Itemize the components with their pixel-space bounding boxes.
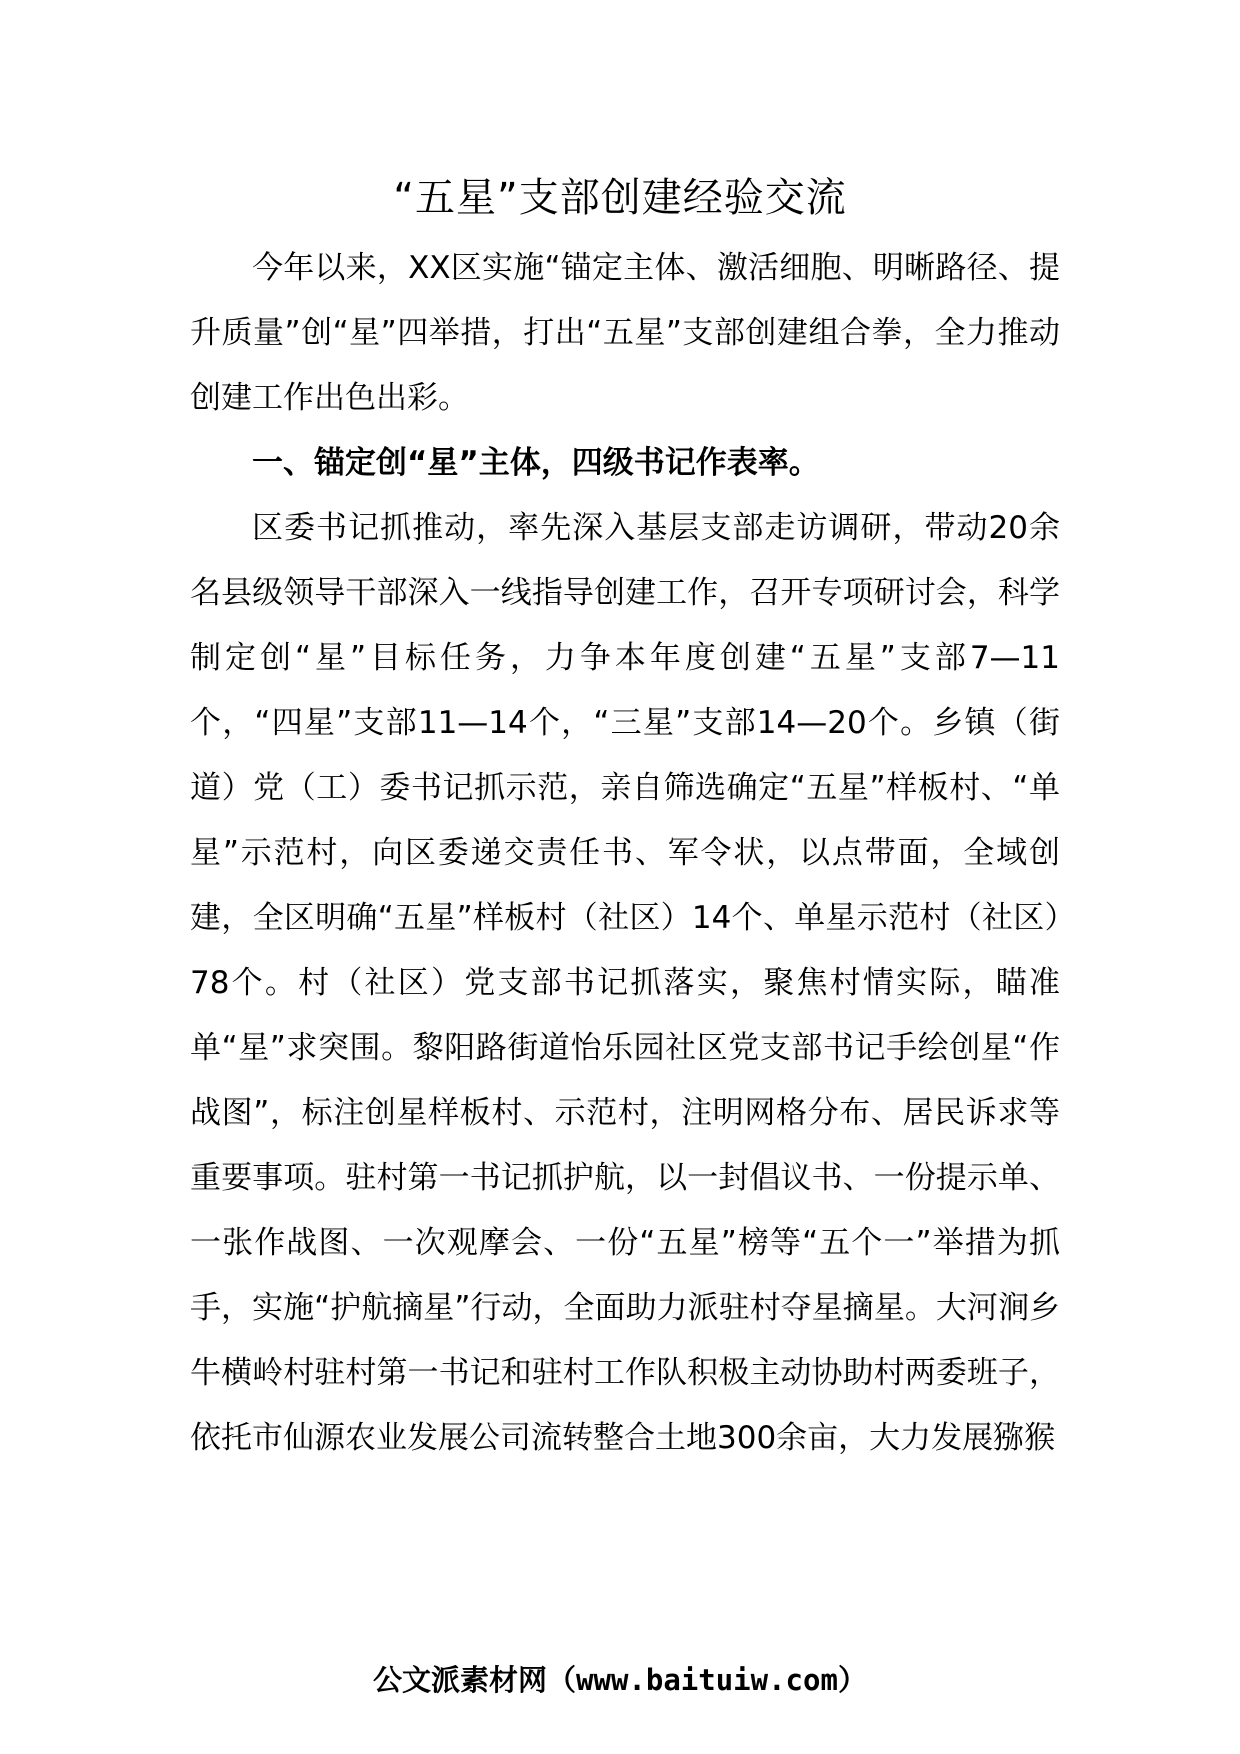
footer-site-name: 公文派素材网（ <box>373 1663 577 1697</box>
footer-url: www.baituiw.com <box>576 1663 838 1697</box>
document-title: “五星”支部创建经验交流 <box>393 175 847 221</box>
document-body <box>190 236 1060 1471</box>
section-heading: 一、锚定创“星”主体，四级书记作表率。 <box>252 445 820 481</box>
body-paragraph: 区委书记抓推动，率先深入基层支部走访调研，带动20余名县级领导干部深入一线指导创建工作，召开专项研讨会，科学制定创“星”目标任务，力争本年度创建“五星”支部7—11个，“四星”支部11—14个，“三星”支部14—20个。乡镇（街道）党（工）委书记抓示范，亲自筛选确定“五星”样板村、“单星”示范村，向区委递交责任书、军令状，以点带面，全域创建，全区明确“五星”样板村（社区）14个、单星示范村（社区）78个。村（社区）党支部书记抓落实，聚焦村情实际，瞄准单“星”求突围。黎阳路街道怡乐园社区党支部书记手绘创星“作战图”，标注创星样板村、示范村，注明网格分布、居民诉求等重要事项。驻村第一书记抓护航，以一封倡议书、一份提示单、一张作战图、一次观摩会、一份“五星”榜等“五个一”举措为抓手，实施“护航摘星”行动，全面助力派驻村夺星摘星。大河涧乡牛横岭村驻村第一书记和驻村工作队积极主动协助村两委班子，依托市仙源农业发展公司流转整合土地300余亩，大力发展猕猴 <box>190 510 1060 1456</box>
intro-paragraph: 今年以来，XX区实施“锚定主体、激活细胞、明晰路径、提升质量”创“星”四举措，打出“五星”支部创建组合拳，全力推动创建工作出色出彩。 <box>190 250 1060 416</box>
footer-watermark <box>0 1660 1240 1700</box>
footer-close-paren: ） <box>837 1663 867 1697</box>
